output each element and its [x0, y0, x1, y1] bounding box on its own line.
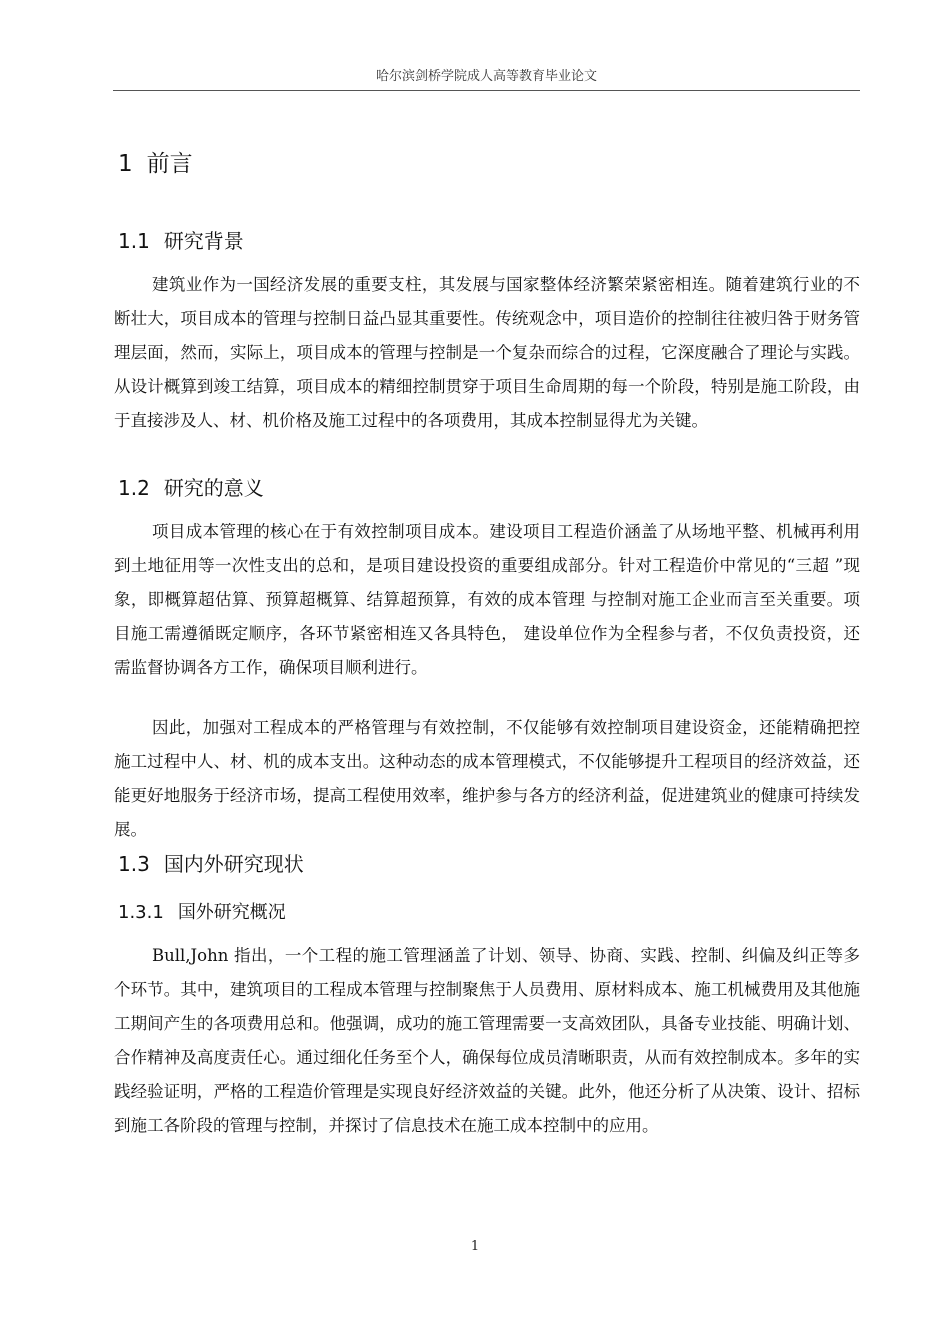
section-title: 研究的意义 [163, 476, 264, 500]
paragraph-foreign-research: Bull,John 指出，一个工程的施工管理涵盖了计划、领导、协商、实践、控制、纠偏及纠正等多个环节。其中，建筑项目的工程成本管理与控制聚焦于人员费用、原材料成本、施工机械费用及其他施工期间产生的各项费用总和。他强调，成功的施工管理需要一支高效团队，具备专业技能、明确计划、合作精神及高度责任心。通过细化任务至个人，确保每位成员清晰职责，从而有效控制成本。多年的实践经验证明，严格的工程造价管理是实现良好经济效益的关键。此外，他还分析了从决策、设计、招标到施工各阶段的管理与控制，并探讨了信息技术在施工成本控制中的应用。 [114, 946, 860, 1135]
paragraph-background: 建筑业作为一国经济发展的重要支柱，其发展与国家整体经济繁荣紧密相连。随着建筑行业的不断壮大，项目成本的管理与控制日益凸显其重要性。传统观念中，项目造价的控制往往被归咎于财务管理层面，然而，实际上，项目成本的管理与控制是一个复杂而综合的过程，它深度融合了理论与实践。从设计概算到竣工结算，项目成本的精细控制贯穿于项目生命周期的每一个阶段，特别是施工阶段，由于直接涉及人、材、机价格及施工过程中的各项费用，其成本控制显得尤为关键。 [114, 275, 860, 430]
section-heading-1-1 [118, 227, 244, 255]
paragraph-significance-2: 因此，加强对工程成本的严格管理与有效控制，不仅能够有效控制项目建设资金，还能精确把控施工过程中人、材、机的成本支出。这种动态的成本管理模式，不仅能够提升工程项目的经济效益，还能更好地服务于经济市场，提高工程使用效率，维护参与各方的经济利益，促进建筑业的健康可持续发展。 [114, 718, 860, 839]
chapter-title: 前言 [146, 151, 193, 177]
section-number: 1.3 [118, 852, 150, 876]
running-header [113, 68, 860, 91]
section-heading-1-3 [118, 850, 304, 878]
page-number: 1 [470, 1239, 480, 1254]
section-number: 1.1 [118, 229, 150, 253]
chapter-heading [118, 148, 193, 180]
section-title: 国内外研究现状 [163, 852, 304, 876]
chapter-number: 1 [118, 151, 133, 177]
section-number: 1.2 [118, 476, 150, 500]
subsection-title: 国外研究概况 [177, 902, 286, 923]
paragraph-significance-1: 项目成本管理的核心在于有效控制项目成本。建设项目工程造价涵盖了从场地平整、机械再利用到土地征用等一次性支出的总和，是项目建设投资的重要组成部分。针对工程造价中常见的“三超 ”现象，即概算超估算、预算超概算、结算超预算，有效的成本管理 与控制对施工企业而言至关重要。项目施工需遵循既定顺序，各环节紧密相连又各具特色， 建设单位作为全程参与者，不仅负责投资，还需监督协调各方工作，确保项目顺利进行。 [114, 522, 860, 677]
subsection-heading-1-3-1 [118, 900, 286, 926]
section-heading-1-2 [118, 474, 264, 502]
section-title: 研究背景 [163, 229, 244, 253]
subsection-number: 1.3.1 [118, 902, 164, 923]
running-header-title: 哈尔滨剑桥学院成人高等教育毕业论文 [375, 69, 597, 84]
